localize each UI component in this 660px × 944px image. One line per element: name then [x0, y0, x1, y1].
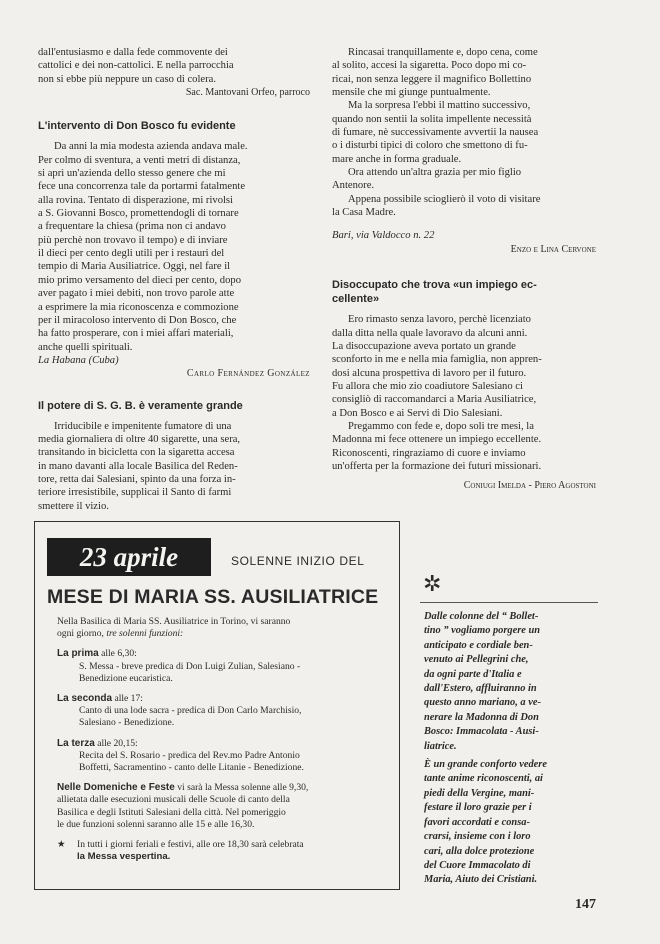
- text-line: liatrice.: [424, 740, 457, 752]
- text-line: dalla ditta nella quale lavoravo da alcuni anni.: [332, 327, 528, 339]
- text-line: aver pagato i miei debiti, non trovo parole atte: [38, 288, 235, 300]
- intro-paragraph: [38, 46, 310, 86]
- feast-label: Nelle Domeniche e Feste: [57, 782, 175, 794]
- text-line: dall'entusiasmo e dalla fede commovente dei: [38, 47, 228, 58]
- section-heading: [332, 278, 596, 306]
- article-body: [332, 46, 596, 99]
- service-description: Boffetti, Sacramentino - canto delle Litanie - Benedizione.: [79, 762, 304, 774]
- service-label: La terza: [57, 737, 95, 749]
- sidebar-paragraph: [424, 610, 598, 754]
- text-line: piedi della Vergine, mani-: [424, 787, 535, 799]
- right-column: [332, 46, 596, 493]
- date-badge: 23 aprile: [47, 538, 211, 576]
- text-line: da ogni parte d'Italia e: [424, 668, 522, 680]
- text-line: di fumare, nè successivamente avvertii la nausea: [332, 127, 539, 139]
- text-line: la Casa Madre.: [332, 207, 396, 219]
- evening-mass-note: [57, 839, 387, 863]
- announcement-title: MESE DI MARIA SS. AUSILIATRICE: [47, 586, 379, 608]
- announcement-box: [34, 521, 400, 890]
- text-line: fece una concorrenza tale da portarmi fatalmente: [38, 181, 246, 193]
- text-line: Pregammo con fede e, dopo soli tre mesi, la: [348, 420, 534, 432]
- text-line: Maria, Aiuto dei Cristiani.: [424, 874, 538, 886]
- text-line: teriore irresistibile, supplicai il Santo di farmi: [38, 487, 232, 499]
- text-line: cari, alla dolce protezione: [424, 845, 535, 857]
- service-description: Benedizione eucaristica.: [79, 672, 173, 684]
- text-line: Ora attendo un'altra grazia per mio figlio: [348, 167, 522, 179]
- place-line: La Habana (Cuba): [38, 354, 119, 366]
- text-line: cattolici e dei non-cattolici. E nella parrocchia: [38, 60, 234, 72]
- text-line: tino ” vogliamo porgere un: [424, 625, 541, 637]
- text-line: non si ebbe più neppure un caso di colera.: [38, 73, 216, 85]
- text-line: quando non sentii la solita impellente necessità: [332, 113, 532, 125]
- sidebar-paragraph: [424, 758, 598, 888]
- text-line: del Cuore Immacolato di: [424, 859, 531, 871]
- text-line: il dieci per cento degli utili per i restauri del: [38, 248, 225, 260]
- service-label: La prima: [57, 648, 99, 660]
- text-line: questo anno mariano, a ve-: [424, 697, 541, 709]
- service-description: Salesiano - Benedizione.: [79, 717, 175, 729]
- text-line: Bosco: Immacolata - Ausi-: [424, 726, 539, 738]
- text-line: un'offerta per la formazione dei futuri missionari.: [332, 460, 542, 472]
- text-line: Dalle colonne del “ Bollet-: [424, 611, 539, 622]
- place-line: Bari, via Valdocco n. 22: [332, 230, 435, 242]
- page-number: 147: [575, 897, 596, 912]
- service-time: alle 6,30:: [101, 648, 137, 660]
- text-line: sconforto in me e nella mia famiglia, non appren-: [332, 354, 542, 366]
- text-line: al solito, accesi la sigaretta. Poco dopo mi co-: [332, 60, 527, 72]
- text-line: Madonna mi fece ottenere un impiego eccellente.: [332, 434, 542, 446]
- flower-ornament-icon: ✲: [423, 571, 442, 596]
- text-line: nerare la Madonna di Don: [424, 711, 539, 723]
- announcement-body: [57, 616, 387, 863]
- article-body: [38, 420, 310, 513]
- text-line: o i disturbi tipici di coloro che smettono di fu-: [332, 140, 528, 152]
- section-heading: L'intervento di Don Bosco fu evidente: [38, 120, 236, 133]
- signature: Enzo e Lina Cervone: [510, 243, 596, 255]
- text-line: Ma la sorpresa l'ebbi il mattino successivo,: [348, 100, 531, 112]
- article-body: [332, 193, 596, 220]
- star-icon: ★: [57, 839, 66, 851]
- service-item: [57, 648, 387, 685]
- text-line: Da anni la mia modesta azienda andava male.: [54, 141, 248, 153]
- text-line: transitando in bicicletta con la sigaretta accesa: [38, 447, 235, 459]
- feast-line: allietata dalle esecuzioni musicali delle Scuole di canto della: [57, 794, 290, 806]
- text-line: È un grande conforto vedere: [424, 759, 547, 771]
- text-line: a S. Giovanni Bosco, promettendogli di tornare: [38, 208, 239, 220]
- text-line: anticipato e cordiale ben-: [424, 639, 533, 651]
- article-body: [332, 166, 596, 193]
- text-line: La disoccupazione aveva portato un grande: [332, 340, 516, 352]
- text-line: smettere il vizio.: [38, 500, 109, 512]
- signature: Coniugi Imelda - Piero Agostoni: [463, 480, 596, 492]
- text-line: venuto ai Pellegrini che,: [424, 654, 529, 666]
- service-description: Canto di una lode sacra - predica di Don Carlo Marchisio,: [79, 705, 302, 717]
- service-time: alle 20,15:: [97, 737, 138, 749]
- article-body: [332, 99, 596, 166]
- feast-line: Basilica e degli Istituti Salesiani della città. Nel pomeriggio: [57, 806, 286, 818]
- text-line: Appena possibile scioglierò il voto di visitare: [348, 193, 541, 205]
- service-time: alle 17:: [114, 693, 143, 705]
- article-body: [38, 140, 310, 354]
- text-line: a frequentare la chiesa (prima non ci andavo: [38, 221, 226, 233]
- service-description: Recita del S. Rosario - predica del Rev.mo Padre Antonio: [79, 749, 300, 761]
- text-line: Per colmo di sventura, a venti metri di distanza,: [38, 154, 241, 166]
- article-body: [332, 313, 596, 420]
- text-line: Antenore.: [332, 180, 375, 192]
- text-line: festare il loro grazie per i: [424, 802, 532, 814]
- text-line: Riconoscenti, ringraziamo di cuore e inviamo: [332, 447, 526, 459]
- text-line: anche quelli spirituali.: [38, 341, 133, 353]
- text-line: Fu allora che mio zio coadiutore Salesiano ci: [332, 380, 523, 392]
- feast-block: [57, 782, 387, 831]
- article-body: [332, 420, 596, 473]
- heading-line: cellente»: [332, 293, 380, 306]
- text-line: mare anche in forma graduale.: [332, 153, 462, 165]
- service-label: La seconda: [57, 693, 113, 705]
- intro-signature: Sac. Mantovani Orfeo, parroco: [185, 87, 310, 99]
- text-line: per il miracoloso intervento di Don Bosco, che: [38, 314, 237, 326]
- text-line: consigliò di raccomandarci a Maria Ausiliatrice,: [332, 394, 537, 406]
- section-heading: Il potere di S. G. B. è veramente grande: [38, 399, 243, 412]
- text-line: alla rovina. Tentato di disperazione, mi rivolsi: [38, 194, 233, 206]
- welcome-sidebar: [424, 610, 598, 888]
- service-description: S. Messa - breve predica di Don Luigi Zulian, Salesiano -: [79, 660, 301, 672]
- text-line: ha fatto prosperare, con i miei affari materiali,: [38, 328, 234, 340]
- announcement-intro: [57, 628, 387, 640]
- text-line: favori accordati e consa-: [424, 816, 530, 828]
- heading-line: Disoccupato che trova «un impiego ec-: [332, 279, 537, 292]
- intro-text: ogni giorno,: [57, 628, 104, 640]
- intro-italic: tre solenni funzioni:: [106, 628, 184, 640]
- text-line: dosi alcuna prospettiva di lavoro per il futuro.: [332, 367, 527, 379]
- text-line: Rincasai tranquillamente e, dopo cena, come: [348, 47, 538, 58]
- note-line: la Messa vespertina.: [77, 851, 171, 863]
- text-line: a esprimere la mia riconoscenza e commozione: [38, 301, 239, 313]
- feast-line: vi sarà la Messa solenne alle 9,30,: [177, 782, 309, 794]
- announcement-intro: Nella Basilica di Maria SS. Ausiliatrice in Torino, vi saranno: [57, 616, 291, 627]
- signature: Carlo Fernández González: [186, 368, 310, 380]
- text-line: dall'Estero, affluiranno in: [424, 683, 537, 695]
- text-line: tempio di Maria Ausiliatrice. Oggi, nel fare il: [38, 261, 231, 273]
- service-item: [57, 693, 387, 730]
- text-line: a Don Bosco e ai Servi di Dio Salesiani.: [332, 407, 503, 419]
- feast-line: le due funzioni solenni saranno alle 15 e alle 16,30.: [57, 818, 255, 830]
- text-line: Irriducibile e impenitente fumatore di una: [54, 420, 232, 432]
- service-item: [57, 738, 387, 775]
- text-line: più perchè non trovavo il tempo) e di inviare: [38, 234, 228, 246]
- announcement-subtitle: SOLENNE INIZIO DEL: [231, 554, 365, 568]
- service-list: [57, 648, 387, 774]
- text-line: crarsi, insieme con i loro: [424, 831, 531, 843]
- text-line: mensile che mi giunge puntualmente.: [332, 87, 491, 99]
- text-line: si aprì un'azienda dello stesso genere che mi: [38, 168, 226, 180]
- text-line: tante anime riconoscenti, ai: [424, 773, 543, 785]
- text-line: ricai, non senza leggere il magnifico Bollettino: [332, 73, 532, 85]
- text-line: in mano davanti alla locale Basilica del Reden-: [38, 460, 238, 472]
- text-line: tore, retta dai Salesiani, spinto da una forza in-: [38, 473, 236, 485]
- text-line: Ero rimasto senza lavoro, perchè licenziato: [348, 314, 531, 326]
- divider: [420, 602, 598, 603]
- note-line: In tutti i giorni feriali e festivi, alle ore 18,30 sarà celebrata: [77, 839, 304, 851]
- left-column: [38, 46, 310, 513]
- text-line: mio primo versamento del dieci per cento, dopo: [38, 274, 241, 286]
- text-line: media giornaliera di oltre 40 sigarette, una sera,: [38, 433, 241, 445]
